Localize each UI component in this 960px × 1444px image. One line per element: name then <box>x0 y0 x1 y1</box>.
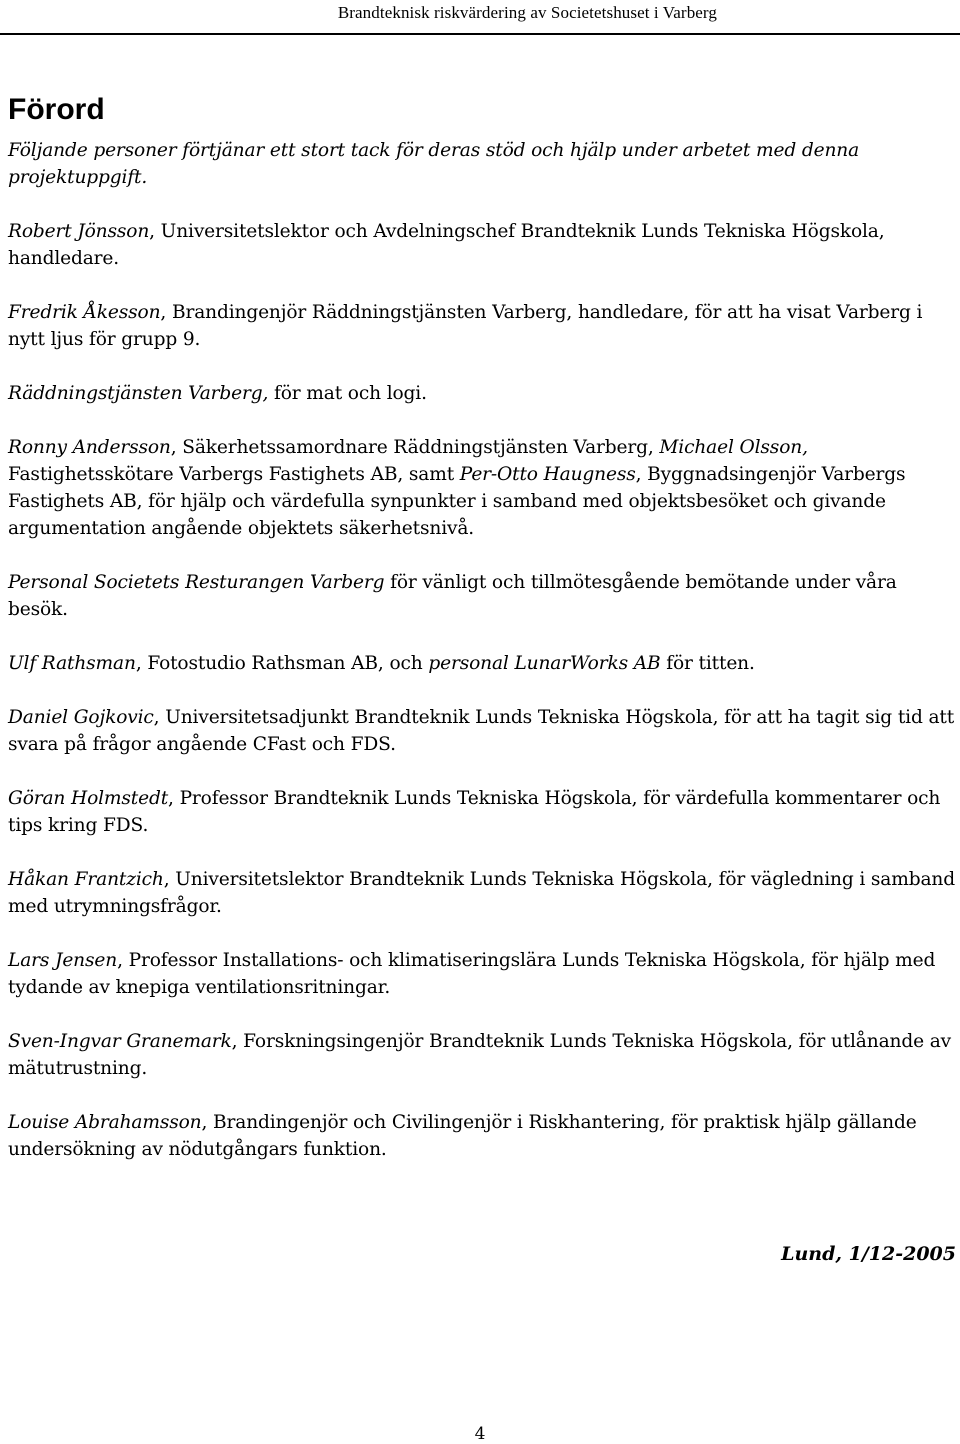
ack-text: , Byggnadsingenjör Varbergs Fastighets AB, för hjälp och värdefulla synpunkter i samband med objektsbesöket och givande argumentation angående objektets säkerhetsnivå. <box>8 464 906 539</box>
person-name: Per-Otto Haugness <box>459 464 636 485</box>
person-name: Håkan Frantzich <box>8 869 164 890</box>
person-name: Lars Jensen <box>8 950 118 971</box>
ack-text: för titten. <box>660 653 755 674</box>
ack-paragraph-ronny <box>8 434 956 542</box>
page-title: Förord <box>8 93 105 126</box>
person-name: Michael Olsson, <box>659 437 808 458</box>
ack-text: , Fotostudio Rathsman AB, och <box>135 653 429 674</box>
ack-paragraph-robert <box>8 218 956 272</box>
person-name: Ronny Andersson <box>8 437 171 458</box>
ack-paragraph-lars <box>8 947 956 1001</box>
person-name: Robert Jönsson <box>8 221 150 242</box>
ack-paragraph-goran <box>8 785 956 839</box>
ack-text: , Universitetslektor och Avdelningschef Brandteknik Lunds Tekniska Högskola, handledare. <box>8 221 885 269</box>
ack-paragraph-sven-ingvar <box>8 1028 956 1082</box>
ack-text: , Forskningsingenjör Brandteknik Lunds Tekniska Högskola, för utlånande av mätutrustning. <box>8 1031 951 1079</box>
organization-name: personal LunarWorks AB <box>428 653 661 674</box>
person-name: Daniel Gojkovic <box>8 707 154 728</box>
person-name: Sven-Ingvar Granemark <box>8 1031 232 1052</box>
ack-text: för mat och logi. <box>268 383 427 404</box>
person-name: Louise Abrahamsson <box>8 1112 202 1133</box>
signature-place-date: Lund, 1/12-2005 <box>781 1243 956 1265</box>
ack-paragraph-hakan <box>8 866 956 920</box>
intro-text: Följande personer förtjänar ett stort tack för deras stöd och hjälp under arbetet med denna projektuppgift. <box>8 140 860 188</box>
header-rule <box>0 33 960 35</box>
ack-text: , Professor Brandteknik Lunds Tekniska Högskola, för värdefulla kommentarer och tips kring FDS. <box>8 788 941 836</box>
ack-text: , Säkerhetssamordnare Räddningstjänsten Varberg, <box>170 437 660 458</box>
page-number: 4 <box>474 1424 486 1444</box>
acknowledgements-body <box>8 137 956 1190</box>
ack-paragraph-ulf <box>8 650 956 677</box>
ack-text: , Brandingenjör Räddningstjänsten Varberg, handledare, för att ha visat Varberg i nytt ljus för grupp 9. <box>8 302 923 350</box>
ack-text: för vänligt och tillmötesgående bemötande under våra besök. <box>8 572 897 620</box>
ack-paragraph-personal-resturangen <box>8 569 956 623</box>
ack-text: Fastighetsskötare Varbergs Fastighets AB, samt <box>8 464 460 485</box>
ack-paragraph-raddningstjansten <box>8 380 956 407</box>
person-name: Göran Holmstedt <box>8 788 169 809</box>
ack-text: , Universitetslektor Brandteknik Lunds Tekniska Högskola, för vägledning i samband med utrymningsfrågor. <box>8 869 955 917</box>
person-name: Fredrik Åkesson <box>8 302 161 323</box>
ack-paragraph-fredrik <box>8 299 956 353</box>
organization-name: Personal Societets Resturangen Varberg <box>8 572 385 593</box>
intro-paragraph <box>8 137 956 191</box>
running-header: Brandteknisk riskvärdering av Societetshuset i Varberg <box>337 3 717 22</box>
organization-name: Räddningstjänsten Varberg, <box>8 383 269 404</box>
ack-text: , Professor Installations- och klimatiseringslära Lunds Tekniska Högskola, för hjälp med tydande av knepiga ventilationsritningar. <box>8 950 936 998</box>
ack-paragraph-louise <box>8 1109 956 1163</box>
ack-text: , Universitetsadjunkt Brandteknik Lunds Tekniska Högskola, för att ha tagit sig tid att svara på frågor angående CFast och FDS. <box>8 707 955 755</box>
ack-text: , Brandingenjör och Civilingenjör i Riskhantering, för praktisk hjälp gällande undersökning av nödutgångars funktion. <box>8 1112 917 1160</box>
person-name: Ulf Rathsman <box>8 653 136 674</box>
ack-paragraph-daniel <box>8 704 956 758</box>
